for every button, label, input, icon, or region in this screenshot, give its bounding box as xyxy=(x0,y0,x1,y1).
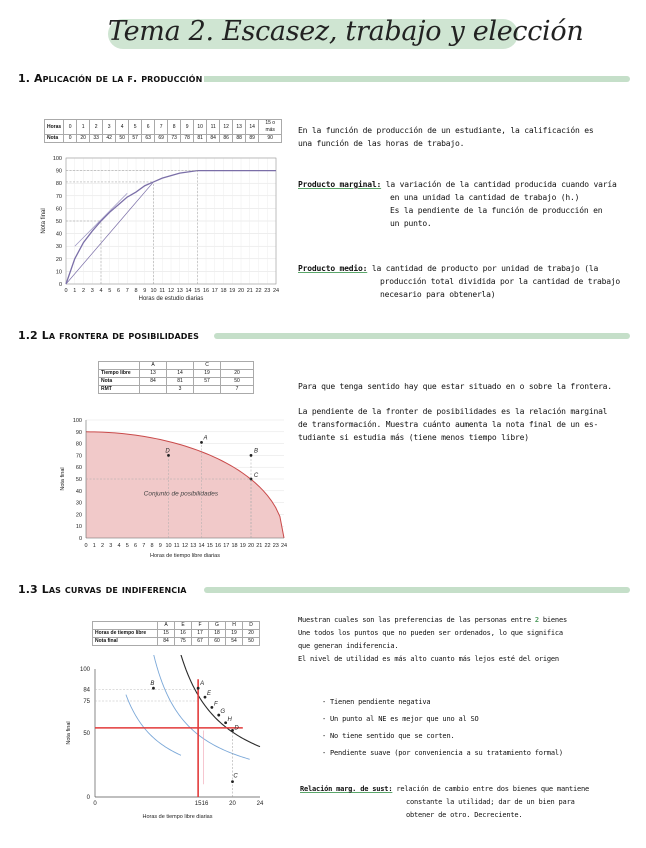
x-tick-label: 16 xyxy=(202,288,210,294)
table-row xyxy=(93,630,260,638)
y-tick-label: 60 xyxy=(75,465,82,472)
point-label: B xyxy=(150,681,155,688)
table-cell: C xyxy=(194,362,221,370)
x-tick-label: 10 xyxy=(165,543,172,549)
y-tick-label: 40 xyxy=(75,488,82,495)
y-tick-label: 84 xyxy=(83,687,90,694)
x-tick-label: 13 xyxy=(176,288,183,294)
x-tick-label: 6 xyxy=(116,288,121,294)
production-table xyxy=(44,119,282,143)
x-tick-label: 13 xyxy=(190,543,197,549)
x-tick-label: 11 xyxy=(159,288,166,294)
table-cell: 12 xyxy=(220,120,233,135)
y-tick-label: 30 xyxy=(55,244,62,251)
table-header-row xyxy=(93,622,260,630)
table-cell: 4 xyxy=(116,120,129,135)
table-cell: 54 xyxy=(226,638,243,646)
y-tick-label: 30 xyxy=(75,500,82,507)
section-2-heading: 1.2 La frontera de posibilidades xyxy=(18,329,199,342)
data-point xyxy=(231,780,234,783)
y-axis-label: Nota final xyxy=(41,208,47,234)
x-tick-label: 7 xyxy=(142,543,146,549)
notes-marginal-product: Producto marginal: la variación de la cantidad producida cuando varía en una unidad la cantidad de trabajo (h.) Es la pendiente de la función de producción en un punto. xyxy=(298,180,617,228)
x-tick-label: 22 xyxy=(264,543,271,549)
x-tick-label: 15 xyxy=(206,543,213,549)
table-cell: 19 xyxy=(194,370,221,378)
x-tick-label: 19 xyxy=(239,543,246,549)
y-axis-label: Nota final xyxy=(60,467,66,491)
y-tick-label: 70 xyxy=(55,193,62,200)
table-cell: 14 xyxy=(167,370,194,378)
y-tick-label: 90 xyxy=(55,168,62,175)
table-cell: 14 xyxy=(246,120,259,135)
y-tick-label: 0 xyxy=(78,536,82,542)
x-tick-label: 20 xyxy=(247,543,255,549)
x-tick-label: 23 xyxy=(264,288,271,294)
x-tick-label: 5 xyxy=(125,543,129,549)
indifference-curve-mid xyxy=(164,655,260,747)
table-cell: 19 xyxy=(226,630,243,638)
table-cell: 9 xyxy=(181,120,194,135)
table-cell: 20 xyxy=(221,370,254,378)
table-cell: 0 xyxy=(64,135,77,143)
x-tick-label: 11 xyxy=(173,543,180,549)
point-label: C xyxy=(253,473,259,479)
table-row xyxy=(99,370,254,378)
data-point xyxy=(197,687,200,690)
table-cell: 57 xyxy=(194,378,221,386)
x-tick-label: 15 xyxy=(194,801,202,807)
table-cell: Nota xyxy=(99,378,140,386)
grades-row xyxy=(45,135,282,143)
y-tick-label: 100 xyxy=(52,156,62,162)
y-tick-label: 90 xyxy=(75,429,82,436)
y-tick-label: 0 xyxy=(58,282,62,288)
x-tick-label: 24 xyxy=(256,801,264,807)
y-tick-label: 10 xyxy=(75,524,82,531)
table-cell: G xyxy=(209,622,226,630)
table-cell xyxy=(221,362,254,370)
table-cell: 63 xyxy=(142,135,155,143)
table-cell: 60 xyxy=(209,638,226,646)
y-tick-label: 50 xyxy=(75,477,82,483)
table-cell: 20 xyxy=(77,135,90,143)
point-label: H xyxy=(227,716,232,723)
x-tick-label: 18 xyxy=(220,288,227,294)
x-tick-label: 19 xyxy=(229,288,236,294)
y-tick-label: 80 xyxy=(75,441,82,448)
x-tick-label: 17 xyxy=(211,288,218,294)
table-cell: E xyxy=(175,622,192,630)
notes-indifference: Muestran cuales son las preferencias de las personas entre 2 bienes Une todos los puntos que no pueden ser ordenados, lo que significa que generan indiferencia. El nivel de utilidad es más alto cuanto más lejos esté del origen xyxy=(298,616,567,663)
x-tick-label: 12 xyxy=(181,543,189,549)
hours-row xyxy=(45,120,282,135)
table-cell: 78 xyxy=(181,135,194,143)
x-tick-label: 0 xyxy=(84,543,88,549)
y-tick-label: 70 xyxy=(75,453,82,460)
point-label: A xyxy=(203,435,208,442)
table-cell: 57 xyxy=(129,135,142,143)
x-tick-label: 9 xyxy=(158,543,162,549)
table-cell: 84 xyxy=(140,378,167,386)
x-tick-label: 23 xyxy=(272,543,279,549)
y-tick-label: 50 xyxy=(55,219,62,225)
indifference-table xyxy=(92,621,260,646)
section-1-bar xyxy=(190,76,630,82)
table-cell xyxy=(140,386,167,394)
table-cell: 20 xyxy=(243,630,260,638)
table-row xyxy=(93,638,260,646)
table-cell: 75 xyxy=(175,638,192,646)
notes-frontier: Para que tenga sentido hay que estar situado en o sobre la frontera. La pendiente de la fronter de posibilidades es la relación marginal de transformación. Muestra cuánto aumenta la nota final de un es- tudiante si estudia más (tiene menos tiempo libre) xyxy=(298,382,612,442)
data-point xyxy=(152,687,155,690)
table-cell: RMT xyxy=(99,386,140,394)
section-1-heading: 1. Aplicación de la f. producción xyxy=(18,72,203,85)
table-cell: 84 xyxy=(158,638,175,646)
y-tick-label: 10 xyxy=(55,269,62,276)
y-tick-label: 100 xyxy=(79,667,90,673)
table-cell: 90 xyxy=(259,135,282,143)
table-cell: 7 xyxy=(155,120,168,135)
x-tick-label: 20 xyxy=(229,801,236,807)
table-cell: 5 xyxy=(129,120,142,135)
table-row-label: Horas xyxy=(45,120,64,135)
table-cell: 42 xyxy=(103,135,116,143)
point-label: D xyxy=(165,448,170,455)
y-tick-label: 40 xyxy=(55,231,62,238)
y-tick-label: 0 xyxy=(86,795,90,801)
table-row xyxy=(99,386,254,394)
table-cell: 6 xyxy=(142,120,155,135)
table-cell: 3 xyxy=(103,120,116,135)
indifference-curve-high xyxy=(126,695,181,756)
table-cell xyxy=(167,362,194,370)
x-tick-label: 22 xyxy=(255,288,262,294)
table-cell: 81 xyxy=(167,378,194,386)
table-cell: 13 xyxy=(140,370,167,378)
point-label: B xyxy=(253,448,259,455)
x-tick-label: 3 xyxy=(109,543,113,549)
table-cell: 88 xyxy=(233,135,246,143)
point-label: E xyxy=(206,691,212,698)
data-point xyxy=(167,454,170,457)
y-tick-label: 20 xyxy=(75,512,82,519)
table-cell: 15 o más xyxy=(259,120,282,135)
x-tick-label: 5 xyxy=(108,288,112,294)
table-cell: 7 xyxy=(221,386,254,394)
table-cell: A xyxy=(140,362,167,370)
x-tick-label: 9 xyxy=(143,288,147,294)
table-cell: 0 xyxy=(64,120,77,135)
table-cell xyxy=(99,362,140,370)
notes-average-product: Producto medio: la cantidad de producto por unidad de trabajo (la producción total dividida por la cantidad de trabajo necesario para obtenerla) xyxy=(298,264,621,299)
data-point xyxy=(210,706,213,709)
table-cell: 33 xyxy=(90,135,103,143)
x-tick-label: 12 xyxy=(167,288,175,294)
table-cell: 16 xyxy=(175,630,192,638)
table-cell: 84 xyxy=(207,135,220,143)
point-label: A xyxy=(200,681,205,688)
table-cell: 11 xyxy=(207,120,220,135)
table-cell: D xyxy=(243,622,260,630)
table-cell: F xyxy=(192,622,209,630)
table-cell: 50 xyxy=(221,378,254,386)
table-cell: Tiempo libre xyxy=(99,370,140,378)
table-row-label: Nota xyxy=(45,135,64,143)
table-cell xyxy=(194,386,221,394)
point-label: G xyxy=(220,709,226,716)
table-row xyxy=(99,378,254,386)
table-cell: 50 xyxy=(116,135,129,143)
x-tick-label: 0 xyxy=(64,288,68,294)
point-label: C xyxy=(233,773,238,780)
frontier-table xyxy=(98,361,254,394)
table-cell: 17 xyxy=(192,630,209,638)
x-tick-label: 16 xyxy=(214,543,222,549)
table-cell: 2 xyxy=(90,120,103,135)
table-cell: 13 xyxy=(233,120,246,135)
table-cell: A xyxy=(158,622,175,630)
x-tick-label: 1 xyxy=(92,543,96,549)
x-axis-label: Horas de tiempo libre diarias xyxy=(149,553,221,559)
table-cell: 69 xyxy=(155,135,168,143)
x-tick-label: 7 xyxy=(125,288,129,294)
section-3-bar xyxy=(204,587,630,593)
table-cell: 50 xyxy=(243,638,260,646)
x-tick-label: 10 xyxy=(150,288,157,294)
y-tick-label: 20 xyxy=(55,256,62,263)
x-tick-label: 20 xyxy=(237,288,245,294)
y-tick-label: 60 xyxy=(55,206,62,213)
table-cell: Horas de tiempo libre xyxy=(93,630,158,638)
section-3-heading: 1.3 Las curvas de indiferencia xyxy=(18,583,187,596)
x-tick-label: 3 xyxy=(90,288,94,294)
indifference-curves-chart xyxy=(60,655,275,825)
production-possibility-frontier-chart xyxy=(56,408,296,563)
x-tick-label: 17 xyxy=(223,543,230,549)
table-cell: Nota final xyxy=(93,638,158,646)
table-cell: 18 xyxy=(209,630,226,638)
table-cell: 89 xyxy=(246,135,259,143)
x-tick-label: 16 xyxy=(201,801,209,807)
x-tick-label: 24 xyxy=(280,543,288,549)
y-tick-label: 100 xyxy=(72,418,82,424)
y-tick-label: 75 xyxy=(83,699,90,705)
y-tick-label: 50 xyxy=(83,731,90,737)
x-tick-label: 21 xyxy=(256,543,263,549)
notes-production-intro: En la función de producción de un estudiante, la calificación es una función de las horas de trabajo. xyxy=(298,126,594,148)
table-cell: 67 xyxy=(192,638,209,646)
section-2-bar xyxy=(214,333,630,339)
x-axis-label: Horas de tiempo libre diarias xyxy=(142,814,213,820)
production-function-chart xyxy=(38,150,288,300)
x-tick-label: 14 xyxy=(185,288,192,294)
table-header-row xyxy=(99,362,254,370)
notes-marginal-substitution: Relación marg. de sust: relación de cambio entre dos bienes que mantiene constante la utilidad; dar de un bien para obtener de otro. Decreciente. xyxy=(300,785,590,819)
x-axis-label: Horas de estudio diarias xyxy=(138,296,204,300)
data-point xyxy=(204,696,207,699)
x-tick-label: 1 xyxy=(73,288,77,294)
page-title: Tema 2. Escasez, trabajo y elección xyxy=(108,16,584,47)
data-point xyxy=(250,454,253,457)
y-tick-label: 80 xyxy=(55,181,62,188)
indifference-curve-low xyxy=(140,655,250,759)
data-point xyxy=(200,441,203,444)
table-cell: 10 xyxy=(194,120,207,135)
x-tick-label: 4 xyxy=(99,288,103,294)
x-tick-label: 8 xyxy=(134,288,138,294)
x-tick-label: 15 xyxy=(194,288,201,294)
x-tick-label: 24 xyxy=(272,288,280,294)
feasible-set-label: Conjunto de posibilidades xyxy=(143,490,219,498)
x-tick-label: 21 xyxy=(246,288,253,294)
table-cell xyxy=(93,622,158,630)
y-axis-label: Nota final xyxy=(66,721,72,745)
x-tick-label: 8 xyxy=(150,543,154,549)
notes-indifference-properties: - Tienen pendiente negativa - Un punto al NE es mejor que uno al SO - No tiene sentido que se corten. - Pendiente suave (por conveniencia a su tratamiento formal) xyxy=(322,698,563,757)
x-tick-label: 14 xyxy=(198,543,205,549)
point-label: D xyxy=(234,725,239,732)
point-label: F xyxy=(214,701,218,708)
x-tick-label: 2 xyxy=(100,543,105,549)
table-cell: 81 xyxy=(194,135,207,143)
table-cell: 15 xyxy=(158,630,175,638)
x-tick-label: 6 xyxy=(133,543,138,549)
table-cell: 8 xyxy=(168,120,181,135)
table-cell: H xyxy=(226,622,243,630)
x-tick-label: 0 xyxy=(93,801,97,807)
table-cell: 73 xyxy=(168,135,181,143)
table-cell: 1 xyxy=(77,120,90,135)
x-tick-label: 4 xyxy=(117,543,121,549)
table-cell: 3 xyxy=(167,386,194,394)
table-cell: 86 xyxy=(220,135,233,143)
x-tick-label: 2 xyxy=(81,288,86,294)
x-tick-label: 18 xyxy=(231,543,238,549)
